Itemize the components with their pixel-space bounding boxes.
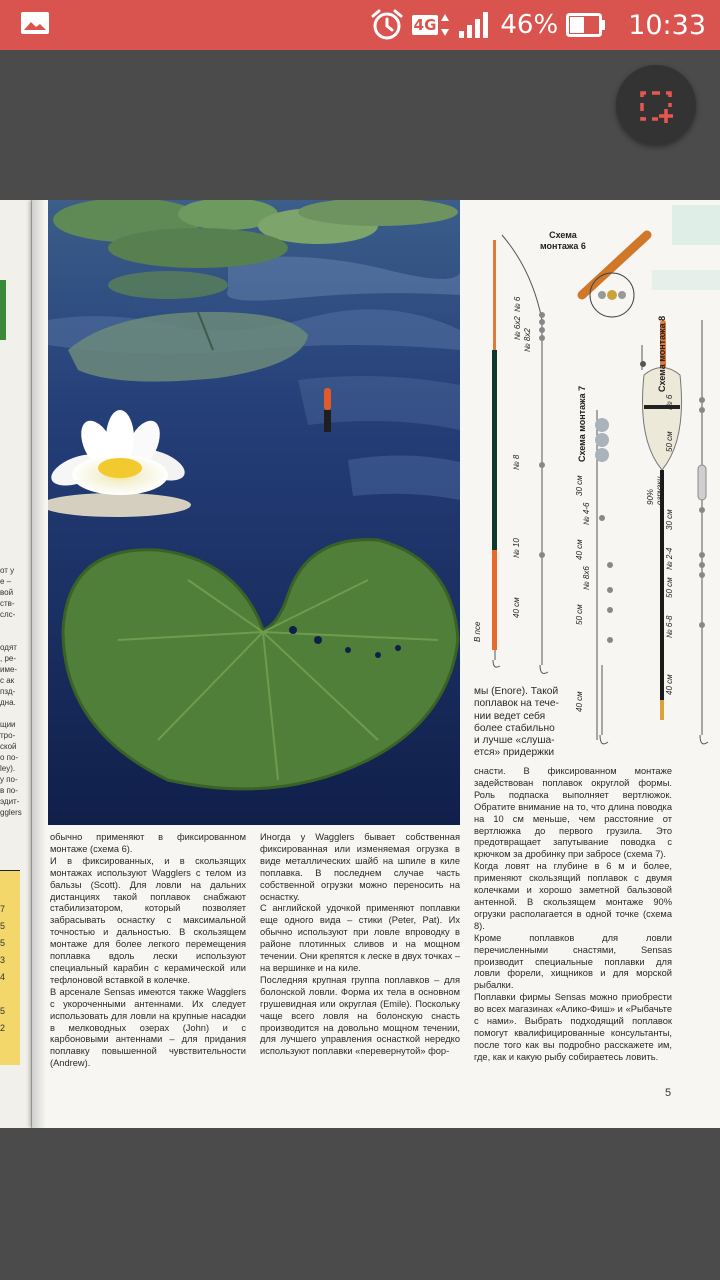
right-column-text: снасти. В фиксированном монтаже задействован поплавок округлой формы. Роль подпаска выполняет вертлюжок. Обратите внимание на то, что длина поводка на 10 см меньше, чем расстояние от вертлюжка до первого грузила. Это предотвращает запутывание поводка с крючком за дробинку при забросе (схема 7). Когда ловят на глубине в 6 м и более, применяют скользящий поплавок с двумя колечками и хорошо заметной бальзовой антенной. В скользящем монтаже 90% огрузки располагается в одной точке (схема 8). Кроме поплавков для ловли перечисленными снастями, Sensas производит специальные поплавки для ловли форели, хищников и для морской рыбалки. Поплавки фирмы Sensas можно приобрести во всех магазинах «Алико-Фиш» и «Рыбачьте с нами». Выбрать подходящий поплавок помогут квалифицированные консультанты, после того как вы подробно расскажете им, где, как и какую рыбу собираетесь ловить. [474,766,672,1062]
scheme-6-label: № 10 [512,538,521,558]
scheme-8-title: Схема монтажа 8 [657,315,667,392]
page-gutter [32,200,46,1128]
scheme-8-label: 50 см [665,577,674,598]
text-line: мы (Enore). Такой [474,686,559,697]
text-line: ется» придержки [474,747,555,759]
scheme-8-label: 90% огрузки [646,476,664,505]
scheme-6-label: № 8 [512,454,521,470]
page-number: 5 [665,1087,672,1099]
clock: 10:33 [628,9,706,41]
lily-pond-photo [48,200,460,825]
scheme-7-title: Схема монтажа 7 [577,385,587,462]
network-type: 4G [413,16,437,34]
status-bar [0,0,720,50]
previous-page-edge[interactable] [0,200,32,1128]
scheme-7-label: 50 см [575,604,584,625]
data-arrows-icon [440,12,450,38]
battery-percent: 46% [500,10,559,40]
network-indicator [412,12,451,38]
rig-schemes-diagram [462,210,712,750]
scheme-8-label: № 2-4 [665,547,674,570]
scheme-6-title: Схема монтажа 6 [540,230,586,251]
column-1-text: обычно применяют в фиксированном монтаже (схема 6). И в фиксированных, и в скользящих монтажах используют Wagglers с телом из бальзы (Scott). Для ловли на дальних дистанциях такой поплавок снабжают стабилизатором, который позволяет забрасывать оснастку с максимальной точностью и дальностью. В скользящем монтаже для более легкого перемещения поплавка вдоль лески используют специальный карабин с керамической или тефлоновой вставкой в колечке. В арсенале Sensas имеются также Wagglers с укороченными антеннами. Их следует использовать для ловли на крупные насадки в мелководных озерах (John) и с карбоновыми антеннами – для придания поплавку повышенной чувствительности (Andrew). [50,832,246,1069]
gallery-icon [20,11,50,37]
scheme-8-label: 50 см [665,431,674,452]
magazine-page [32,200,720,1128]
scheme-6-label: В псе [473,621,482,642]
scheme-8-label: 30 см [665,509,674,530]
document-viewer[interactable] [0,200,720,1128]
scheme-6-label: № 6х2 [513,316,522,340]
scheme-7-label: 40 см [575,691,584,712]
scheme-7-label: № 4-6 [582,502,591,525]
alarm-icon [370,8,404,42]
text-line: поплавок на тече- [474,698,559,710]
text-line: и лучше «слуша- [474,735,555,747]
right-column-top-text [474,686,560,760]
scheme-6-label: 40 см [512,597,521,618]
scheme-7-label: № 8х6 [582,566,591,590]
scheme-6-label: № 6 [513,296,522,312]
crop-add-icon [636,85,676,125]
scheme-6-label: № 8х2 [523,328,532,352]
page-decoration [0,280,6,340]
scheme-7-label: 30 см [575,475,584,496]
scheme-8-label: 40 см [665,674,674,695]
scheme-8-label: № 6 [665,394,674,410]
crop-add-button[interactable] [616,65,696,145]
scheme-7-label: 40 см [575,539,584,560]
column-2-text: Иногда у Wagglers бывает собственная фиксированная или изменяемая огрузка в виде металлических шайб на шпиле в киле поплавка. В последнем случае часть собственной огрузки можно переносить на оснастку. С английской удочкой применяют поплавки еще одного вида – стики (Peter, Pat). Их обычно используют при ловле впроводку в районе плотинных сливов и на мощном течении. Они крепятся к леске в двух точках – на вершинке и на киле. Последняя крупная группа поплавков – для болонской ловли. Форма их тела в основном грушевидная или округлая (Emile). Поскольку чаще всего ловля на болонскую снасть производится на довольно мощном течении, для лучшего управления оснасткой нередко используют поплавки «перевернутой» фор- [260,832,460,1057]
text-line: нии ведет себя [474,710,546,722]
previous-page-numbers: 7 5 5 3 4 5 2 [0,904,6,1033]
previous-page-table [0,870,20,1065]
previous-page-text: от у е – вой ств- слс- одят , ре- име- с ак пзд- дна. щии тро- ской о по- ley). у по- в по- эдит- gglers [0,566,22,817]
signal-icon [458,11,492,39]
scheme-8-label: № 6-8 [665,615,674,638]
text-line: более стабильно [474,722,555,734]
battery-icon [566,12,606,38]
